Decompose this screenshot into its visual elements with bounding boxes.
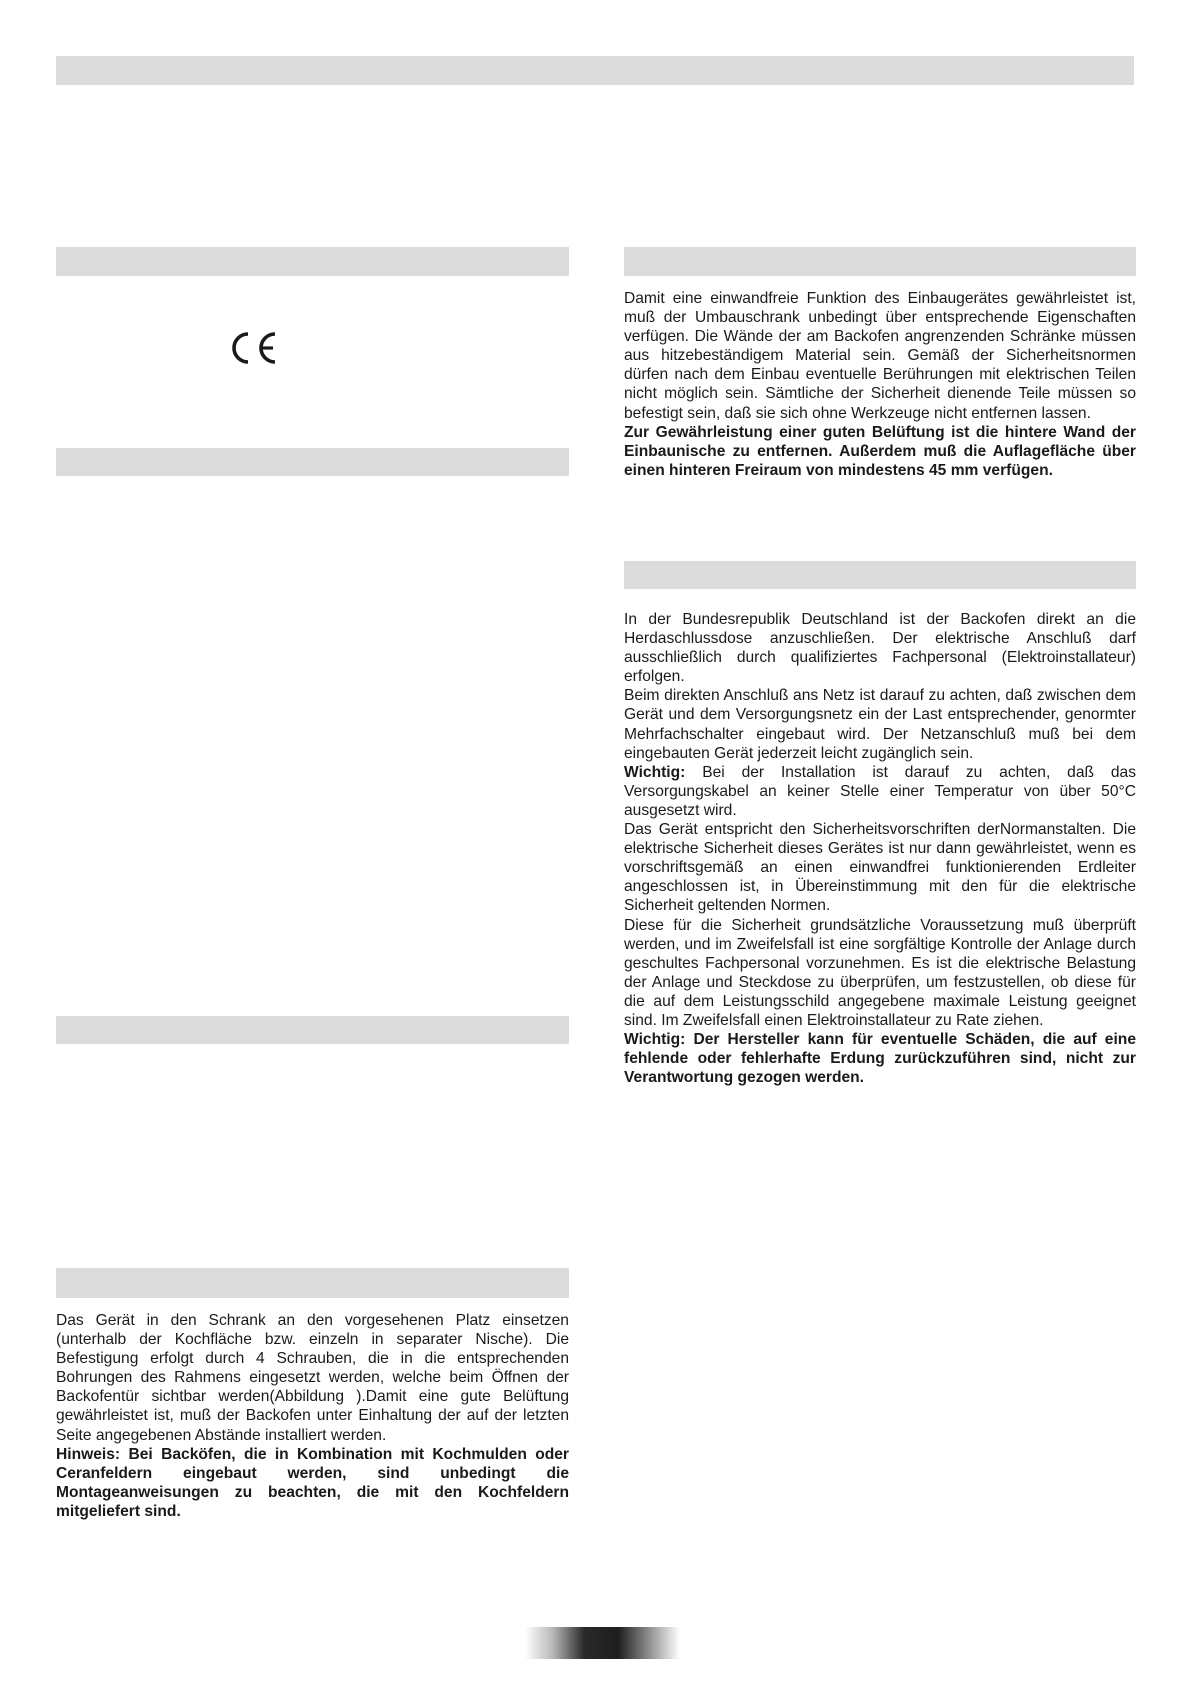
elektro-paragraph-3 (624, 763, 1136, 820)
section-header-left-2 (56, 448, 569, 476)
montage-paragraph: Das Gerät in den Schrank an den vorgesehenen Platz einsetzen (unterhalb der Kochfläche bzw. einzeln in separater Nische). Die Befestigung erfolgt durch 4 Schrauben, die in die entsprechenden Bohrungen des Rahmens eingesetzt werden, welche beim Öffnen der Backofentür sichtbar werden(Abbildung ).Damit eine gute Belüftung gewährleistet ist, muß der Backofen unter Einhaltung der auf der letzten Seite angegebenen Abstände installiert werden. (56, 1312, 569, 1444)
einbau-schrank-text (624, 289, 1136, 480)
elektro-paragraph-2: Beim direkten Anschluß ans Netz ist darauf zu achten, daß zwischen dem Gerät und dem Versorgungsnetz ein der Last entsprechender, genormter Mehrfachschalter eingebaut wird. Der Netzanschluß muß bei dem eingebauten Gerät jederzeit leicht zugänglich sein. (624, 687, 1136, 762)
section-header-left-1 (56, 247, 569, 276)
wichtig-text: Bei der Installation ist darauf zu achten, daß das Versorgungskabel an keiner Stelle einer Temperatur von über 50°C ausgesetzt wird. (624, 763, 1136, 819)
section-header-left-3 (56, 1016, 569, 1044)
section-header-right-2 (624, 561, 1136, 589)
section-header-left-4 (56, 1268, 569, 1298)
elektro-warning: Wichtig: Der Hersteller kann für eventuelle Schäden, die auf eine fehlende oder fehlerhafte Erdung zurückzuführen sind, nicht zur Verantwortung gezogen werden. (624, 1031, 1136, 1087)
einbau-schrank-paragraph: Damit eine einwandfreie Funktion des Einbaugerätes gewährleistet ist, muß der Umbauschrank unbedingt über entsprechende Eigenschaften verfügen. Die Wände der am Backofen angrenzenden Schränke müssen aus hitzebeständigem Material sein. Gemäß der Sicherheitsnormen dürfen nach dem Einbau eventuelle Berührungen mit elektrischen Teilen nicht möglich sein. Sämtliche der Sicherheit dienende Teile müssen so befestigt sein, daß sie sich ohne Werkzeuge nicht entfernen lassen. (624, 290, 1136, 422)
montage-text (56, 1311, 569, 1521)
top-header-bar (56, 56, 1134, 85)
montage-hinweis: Hinweis: Bei Backöfen, die in Kombination mit Kochmulden oder Ceranfeldern eingebaut werden, sind unbedingt die Montageanweisungen zu beachten, die mit den Kochfeldern mitgeliefert sind. (56, 1445, 569, 1520)
ce-mark-icon (232, 331, 278, 365)
einbau-schrank-note: Zur Gewährleistung einer guten Belüftung ist die hintere Wand der Einbaunische zu entfernen. Außerdem muß die Auflagefläche über einen hinteren Freiraum von mindestens 45 mm verfügen. (624, 423, 1136, 479)
elektro-paragraph-4: Das Gerät entspricht den Sicherheitsvorschriften derNormanstalten. Die elektrische Sicherheit dieses Gerätes ist nur dann gewährleistet, wenn es vorschriftsgemäß an einen einwandfrei funktionierenden Erdleiter angeschlossen ist, in Übereinstimmung mit den für die elektrische Sicherheit geltenden Normen. (624, 821, 1136, 915)
elektroanschluss-text (624, 610, 1136, 1087)
elektro-paragraph-5: Diese für die Sicherheit grundsätzliche Voraussetzung muß überprüft werden, und im Zweifelsfall ist eine sorgfältige Kontrolle der Anlage durch geschultes Fachpersonal vorzunehmen. Es ist die elektrische Belastung der Anlage und Steckdose zu überprüfen, um festzustellen, ob diese für die auf dem Leistungsschild angegebene maximale Leistung geeignet sind. Im Zweifelsfall einen Elektroinstallateur zu Rate ziehen. (624, 916, 1136, 1029)
section-header-right-1 (624, 247, 1136, 276)
elektro-paragraph-1: In der Bundesrepublik Deutschland ist der Backofen direkt an die Herdaschlussdose anzuschließen. Der elektrische Anschluß darf ausschließlich durch qualifiziertes Fachpersonal (Elektroinstallateur) erfolgen. (624, 611, 1136, 686)
page-number-badge (525, 1627, 680, 1659)
wichtig-label: Wichtig: (624, 763, 686, 781)
